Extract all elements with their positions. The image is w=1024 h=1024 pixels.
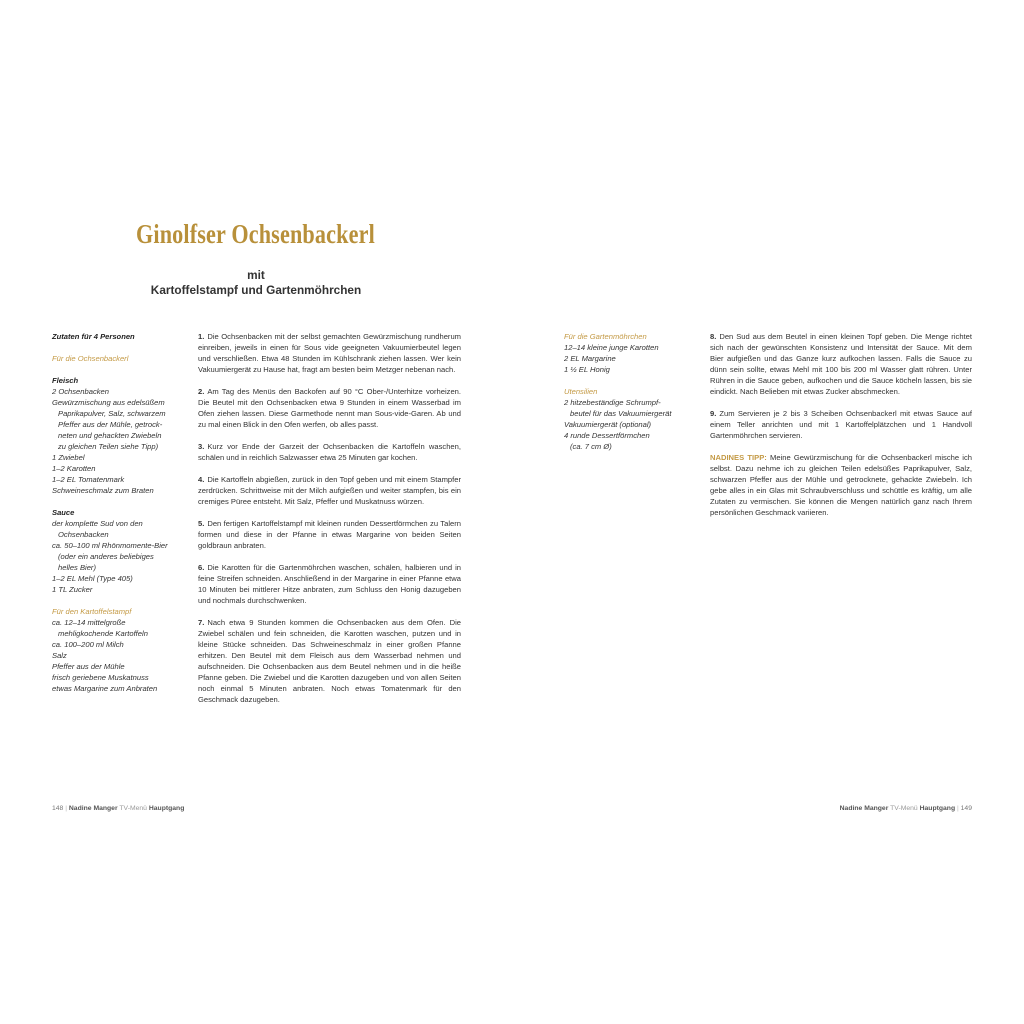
step-number: 1. [198, 332, 205, 341]
step-number: 7. [198, 618, 205, 627]
spacer [52, 595, 187, 606]
ingredient-line: Pfeffer aus der Mühle, getrock- [58, 420, 163, 429]
section-heading: Sauce [52, 508, 75, 517]
ingredient-line: frisch geriebene Muskatnuss [52, 673, 149, 682]
ingredient-line: ca. 50–100 ml Rhönmomente-Bier [52, 541, 168, 550]
instruction-step [198, 518, 461, 551]
instructions-right [710, 331, 972, 529]
step-number: 6. [198, 563, 205, 572]
subsection-heading: Utensilien [564, 387, 598, 396]
footer-author: Nadine Manger [839, 805, 889, 812]
ingredient-line: 1–2 EL Mehl (Type 405) [52, 574, 133, 583]
recipe-subtitle [140, 268, 372, 298]
step-text: Zum Servieren je 2 bis 3 Scheiben Ochsenbackerl mit etwas Sauce auf einem Teller anrichten und mit 1 Kartoffelplätzchen und 1 Handvoll Gartenmöhrchen servieren. [710, 409, 972, 440]
instruction-step [198, 331, 461, 375]
footer-author: Nadine Manger [68, 805, 118, 812]
instruction-step [198, 441, 461, 463]
section-heading: Fleisch [52, 376, 79, 385]
ingredient-line: (oder ein anderes beliebiges [58, 552, 154, 561]
step-text: Die Kartoffeln abgießen, zurück in den Topf geben und mit einem Stampfer zerdrücken. Schrittweise mit der Milch aufgießen und weiter stampfen, bis ein cremiges Püree entsteht. Mit Salz, Pfeffer und Muskatnuss würzen. [198, 475, 461, 506]
footer-menu: TV-Menü [890, 805, 918, 812]
ingredients-list-left [52, 331, 187, 694]
footer-menu: TV-Menü [119, 805, 147, 812]
ingredient-line: Ochsenbacken [58, 530, 109, 539]
ingredient-line: 1–2 Karotten [52, 464, 96, 473]
subsection-heading: Für die Ochsenbackerl [52, 354, 129, 363]
subtitle-line-1: mit [247, 268, 265, 282]
instruction-step [198, 617, 461, 705]
footer-left [52, 805, 184, 812]
step-number: 5. [198, 519, 205, 528]
subtitle-line-2: Kartoffelstampf und Gartenmöhrchen [150, 283, 362, 297]
step-text: Am Tag des Menüs den Backofen auf 90 °C Ober-/Unterhitze vorheizen. Die Beutel mit den Ochsenbacken etwa 9 Stunden in einem Wasserbad im Ofen ziehen lassen. Diese Garmethode nennt man Sous-vide-Garen. Ab und zu mal einen Blick in den Ofen werfen, ob alles passt. [198, 387, 461, 429]
footer-right [840, 805, 972, 812]
ingredient-line: etwas Margarine zum Anbraten [52, 684, 158, 693]
footer-separator: | [957, 805, 959, 812]
ingredient-line: 12–14 kleine junge Karotten [564, 343, 659, 352]
ingredients-list-right [564, 331, 694, 452]
ingredient-line: Salz [52, 651, 67, 660]
step-text: Die Karotten für die Gartenmöhrchen waschen, schälen, halbieren und in feine Streifen schneiden. Anschließend in der Margarine in einer Pfanne etwa 10 Minuten bei mittlerer Hitze anbraten, zum Schluss den Honig dazugeben und nochmals durchschwenken. [198, 563, 461, 605]
instruction-step [198, 474, 461, 507]
step-number: 8. [710, 332, 717, 341]
instructions-left [198, 331, 461, 716]
ingredient-line: ca. 12–14 mittelgroße [52, 618, 126, 627]
ingredient-line: beutel für das Vakuumiergerät [570, 409, 672, 418]
ingredient-line: helles Bier) [58, 563, 96, 572]
ingredient-line: Vakuumiergerät (optional) [564, 420, 652, 429]
step-text: Die Ochsenbacken mit der selbst gemachten Gewürzmischung rundherum einreiben, jeweils in einen für Sous vide geeigneten Vakuumierbeutel legen und verschließen. Etwa 48 Stunden im Kühlschrank ziehen lassen. Wer kein Vakuumiergerät zu Hause hat, fragt am besten beim Metzger nebenan nach. [198, 332, 461, 374]
spacer [52, 342, 187, 353]
subsection-heading: Für die Gartenmöhrchen [564, 332, 647, 341]
step-number: 4. [198, 475, 205, 484]
ingredient-line: Paprikapulver, Salz, schwarzem [58, 409, 166, 418]
instruction-step [710, 331, 972, 397]
footer-section: Hauptgang [919, 805, 956, 812]
step-number: 3. [198, 442, 205, 451]
footer-section: Hauptgang [148, 805, 185, 812]
ingredient-line: der komplette Sud von den [52, 519, 143, 528]
footer-separator: | [65, 805, 67, 812]
ingredient-line: 1 Zwiebel [52, 453, 85, 462]
spacer [564, 375, 694, 386]
step-number: 2. [198, 387, 205, 396]
ingredient-line: Schweineschmalz zum Braten [52, 486, 154, 495]
step-text: Den Sud aus dem Beutel in einen kleinen Topf geben. Die Menge richtet sich nach der gewünschten Konsistenz und Intensität der Sauce. Mit dem Bier aufgießen und das Ganze kurz aufkochen lassen. Falls die Sauce zu dünn sein sollte, etwas Mehl mit 100 bis 200 ml Wasser glatt rühren. Unter Rühren in die Sauce geben, aufkochen und die Sauce köcheln lassen, bis sie eindickt. Nach Belieben mit etwas Zucker abschmecken. [710, 332, 972, 396]
subsection-heading: Für den Kartoffelstampf [52, 607, 132, 616]
spacer [52, 364, 187, 375]
ingredient-line: 2 EL Margarine [564, 354, 616, 363]
instruction-step [198, 386, 461, 430]
ingredient-line: mehligkochende Kartoffeln [58, 629, 148, 638]
tip-label: NADINES TIPP: [710, 453, 767, 462]
ingredient-line: 2 hitzebeständige Schrumpf- [564, 398, 661, 407]
ingredient-line: zu gleichen Teilen siehe Tipp) [58, 442, 159, 451]
ingredient-line: 1 ½ EL Honig [564, 365, 610, 374]
section-heading: Zutaten für 4 Personen [52, 332, 135, 341]
ingredient-line: ca. 100–200 ml Milch [52, 640, 124, 649]
ingredient-line: (ca. 7 cm Ø) [570, 442, 612, 451]
step-text: Kurz vor Ende der Garzeit der Ochsenbacken die Kartoffeln waschen, schälen und in reichlich Salzwasser etwa 25 Minuten gar kochen. [198, 442, 461, 462]
recipe-title: Ginolfser Ochsenbackerl [136, 219, 375, 249]
tip-text: Meine Gewürzmischung für die Ochsenbackerl mische ich selbst. Dazu nehme ich zu gleichen Teilen edelsüßes Paprikapulver, Salz, schwarzen Pfeffer aus der Mühle und getrocknete, gehackte Zwiebeln. Ich gebe alles in ein Glas mit Schraubverschluss und schüttle es kräftig, um alle Zutaten zu vermischen. Sie können die Mengen natürlich ganz nach Ihrem persönlichen Geschmack variieren. [710, 453, 972, 517]
instruction-step [710, 408, 972, 441]
page-number: 149 [960, 805, 972, 812]
step-text: Den fertigen Kartoffelstampf mit kleinen runden Dessertförmchen zu Talern formen und diese in der Pfanne in etwas Margarine von beiden Seiten goldbraun anbraten. [198, 519, 461, 550]
step-number: 9. [710, 409, 717, 418]
instruction-step [198, 562, 461, 606]
ingredient-line: 2 Ochsenbacken [52, 387, 109, 396]
ingredient-line: 1 TL Zucker [52, 585, 93, 594]
spacer [52, 496, 187, 507]
page-number: 148 [52, 805, 64, 812]
ingredient-line: Gewürzmischung aus edelsüßem [52, 398, 165, 407]
chef-tip [710, 452, 972, 518]
step-text: Nach etwa 9 Stunden kommen die Ochsenbacken aus dem Ofen. Die Zwiebel schälen und fein schneiden, die Karotten waschen, putzen und in kleine Stücke schneiden. Das Schweineschmalz in einer großen Pfanne erhitzen. Den Beutel mit dem Fleisch aus dem Wasserbad nehmen und aufschneiden. Die Ochsenbacken aus dem Beutel nehmen und in die heiße Pfanne geben. Die Zwiebel und die Karotten dazugeben und von allen Seiten noch einmal 5 Minuten anbraten. Noch etwas Tomatenmark für den Geschmack dazugeben. [198, 618, 461, 704]
ingredient-line: neten und gehackten Zwiebeln [58, 431, 162, 440]
ingredient-line: 4 runde Dessertförmchen [564, 431, 650, 440]
ingredient-line: Pfeffer aus der Mühle [52, 662, 125, 671]
ingredient-line: 1–2 EL Tomatenmark [52, 475, 125, 484]
